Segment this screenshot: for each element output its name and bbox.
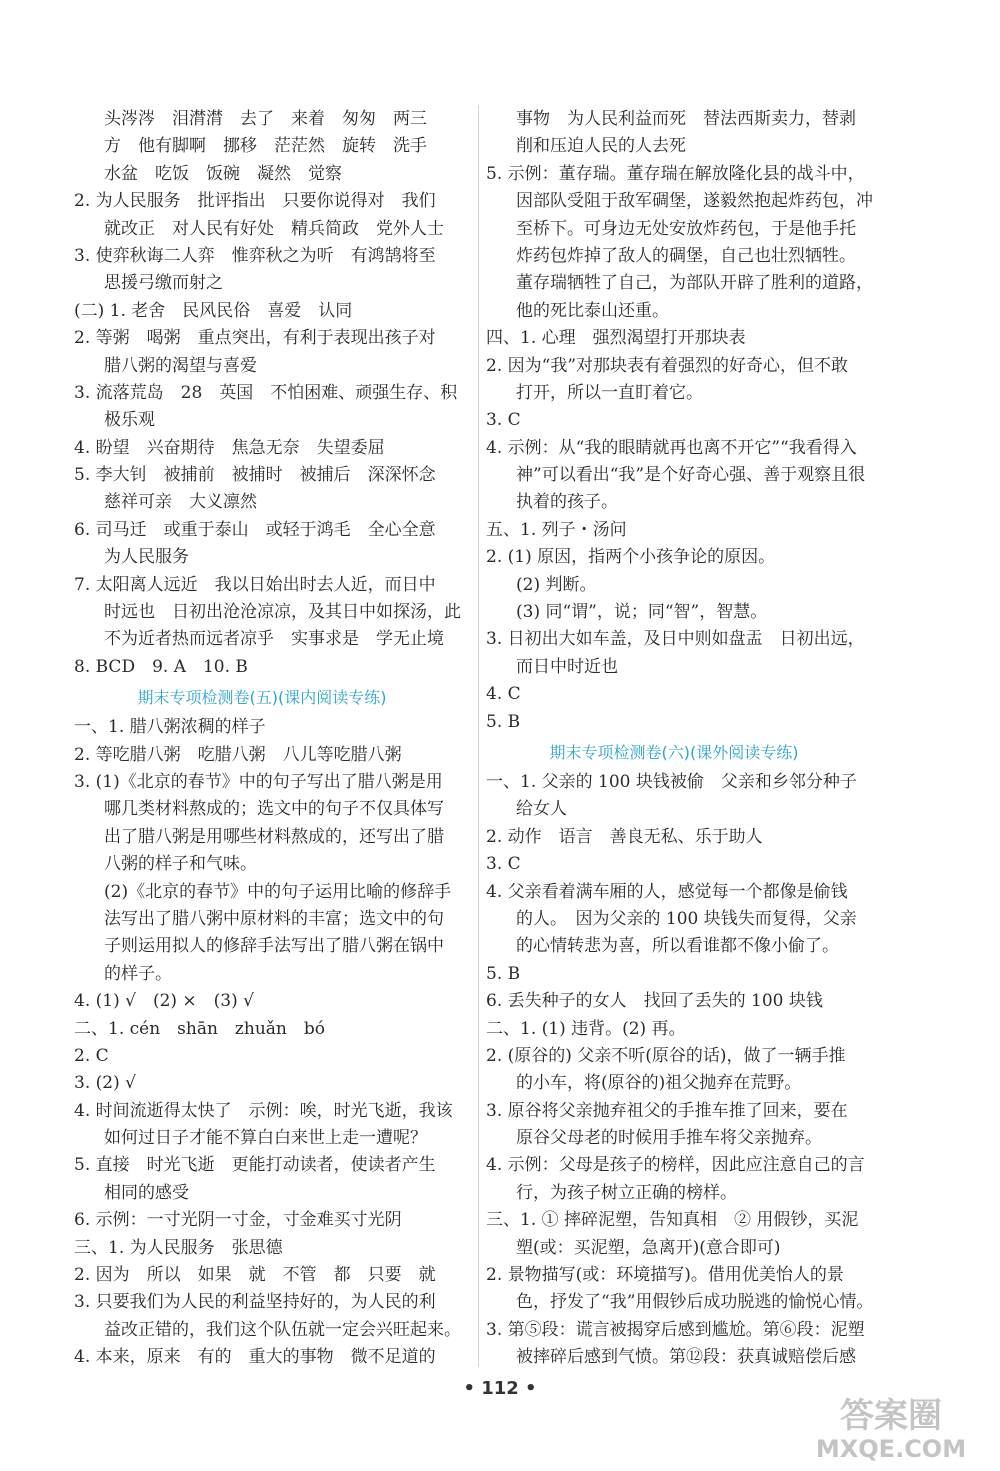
answer-line: 4. 盼望 兴奋期待 焦急无奈 失望委屈 bbox=[74, 437, 385, 458]
answer-line: 如何过日子才能不算白白来世上走一遭呢？ bbox=[104, 1128, 427, 1149]
answer-line: 不为近者热而远者凉乎 实事求是 学无止境 bbox=[104, 629, 444, 650]
section-heading: 期末专项检测卷(六)(课外阅读专练) bbox=[549, 742, 799, 762]
answer-line: 慈祥可亲 大义凛然 bbox=[104, 492, 257, 513]
answer-line: 的心情转悲为喜，所以看谁都不像小偷了。 bbox=[516, 936, 839, 957]
answer-line: 3. 只要我们为人民的利益坚持好的，为人民的利 bbox=[74, 1292, 436, 1313]
answer-line: 3. (1)《北京的春节》中的句子写出了腊八粥是用 bbox=[74, 771, 443, 792]
answer-line: 2. 因为 所以 如果 就 不管 都 只要 就 bbox=[74, 1265, 436, 1286]
answer-line: 腊八粥的渴望与喜爱 bbox=[104, 355, 257, 376]
answer-line: 他的死比泰山还重。 bbox=[516, 300, 669, 321]
answer-line: 4. 本来，原来 有的 重大的事物 微不足道的 bbox=[74, 1347, 436, 1368]
answer-line: 三、1. 为人民服务 张思德 bbox=[74, 1237, 283, 1258]
left-column bbox=[74, 106, 461, 1372]
answer-line: 塑(或：买泥塑，急离开)(意合即可) bbox=[516, 1237, 781, 1258]
right-column bbox=[486, 106, 874, 1372]
answer-line: 打开，所以一直盯着它。 bbox=[516, 382, 703, 403]
answer-line: 3. 日初出大如车盖，及日中则如盘盂 日初出远， bbox=[486, 629, 865, 650]
answer-line: 方 他有脚啊 挪移 茫茫然 旋转 洗手 bbox=[104, 136, 427, 157]
answer-line: 极乐观 bbox=[104, 410, 155, 431]
answer-line: 的人。 因为父亲的 100 块钱失而复得，父亲 bbox=[516, 908, 857, 929]
answer-line: 2. 为人民服务 批评指出 只要你说得对 我们 bbox=[74, 191, 436, 212]
answer-line: 二、1. (1) 违背。(2) 再。 bbox=[486, 1018, 686, 1039]
answer-line: 就改正 对人民有好处 精兵简政 党外人士 bbox=[104, 218, 444, 239]
answer-line: 2. 等粥 喝粥 重点突出，有利于表现出孩子对 bbox=[74, 328, 436, 349]
answer-line: 四、1. 心理 强烈渴望打开那块表 bbox=[486, 328, 746, 349]
answer-line: 而日中时近也 bbox=[516, 656, 618, 677]
column-divider bbox=[478, 105, 479, 1367]
answer-line: 水盆 吃饭 饭碗 凝然 觉察 bbox=[104, 163, 342, 184]
section-heading: 期末专项检测卷(五)(课内阅读专练) bbox=[137, 688, 387, 708]
answer-line: 八粥的样子和气味。 bbox=[104, 854, 257, 875]
answer-line: 神”可以看出“我”是个好奇心强、善于观察且很 bbox=[516, 465, 866, 486]
answer-line: 子则运用拟人的修辞手法写出了腊八粥在锅中 bbox=[104, 936, 444, 957]
answer-line: 思援弓缴而射之 bbox=[104, 273, 223, 294]
answer-line: 6. 司马迁 或重于泰山 或轻于鸿毛 全心全意 bbox=[74, 519, 436, 540]
answer-line: 3. C bbox=[486, 854, 521, 875]
page-number: • 112 • bbox=[463, 1378, 537, 1399]
answer-line: 5. B bbox=[486, 711, 521, 732]
answer-line: 2. C bbox=[74, 1045, 109, 1066]
answer-line: 一、1. 腊八粥浓稠的样子 bbox=[74, 717, 266, 738]
answer-line: 炸药包炸掉了敌人的碉堡，自己也壮烈牺牲。 bbox=[516, 245, 856, 266]
answer-line: 相同的感受 bbox=[104, 1182, 189, 1203]
answer-line: 2. 因为“我”对那块表有着强烈的好奇心，但不敢 bbox=[486, 355, 849, 376]
answer-line: 一、1. 父亲的 100 块钱被偷 父亲和乡邻分种子 bbox=[486, 771, 857, 792]
answer-line: 二、1. cén shān zhuǎn bó bbox=[74, 1018, 325, 1039]
watermark-logo bbox=[796, 1393, 986, 1463]
answer-line: 4. 示例：从“我的眼睛就再也离不开它”“我看得入 bbox=[486, 437, 857, 458]
answer-line: (3) 同“谓”，说；同“智”，智慧。 bbox=[516, 602, 768, 623]
answer-line: 2. 动作 语言 善良无私、乐于助人 bbox=[486, 826, 763, 847]
answer-line: 哪几类材料熬成的；选文中的句子不仅具体写 bbox=[104, 799, 444, 820]
answer-line: 被摔碎后感到气愤。第⑫段：获真诚赔偿后感 bbox=[516, 1347, 856, 1368]
answer-line: 五、1. 列子・汤问 bbox=[486, 519, 627, 540]
answer-line: 执着的孩子。 bbox=[516, 492, 618, 513]
answer-line: 3. C bbox=[486, 410, 521, 431]
answer-line: 原谷父母老的时候用手推车将父亲抛弃。 bbox=[516, 1128, 822, 1149]
answer-line: 2. (原谷的) 父亲不听(原谷的话)，做了一辆手推 bbox=[486, 1045, 846, 1066]
answer-line: 6. 丢失种子的女人 找回了丢失的 100 块钱 bbox=[486, 991, 823, 1012]
watermark-text-url: MXQE.COM bbox=[815, 1435, 967, 1463]
answer-line: 给女人 bbox=[516, 799, 567, 820]
answer-line: 3. (2) √ bbox=[74, 1073, 136, 1094]
answer-line: 行，为孩子树立正确的榜样。 bbox=[516, 1182, 737, 1203]
answer-line: 因部队受阻于敌军碉堡，遂毅然抱起炸药包，冲 bbox=[516, 191, 873, 212]
answer-line: 2. (1) 原因，指两个小孩争论的原因。 bbox=[486, 547, 776, 568]
answer-line: 益改正错的，我们这个队伍就一定会兴旺起来。 bbox=[104, 1319, 461, 1340]
answer-line: 事物 为人民利益而死 替法西斯卖力，替剥 bbox=[516, 109, 856, 129]
answer-line: 6. 示例：一寸光阴一寸金，寸金难买寸光阴 bbox=[74, 1210, 402, 1231]
answer-line: (二) 1. 老舍 民风民俗 喜爱 认同 bbox=[74, 300, 353, 321]
answer-line: 5. B bbox=[486, 963, 521, 984]
answer-line: 5. 示例：董存瑞。董存瑞在解放隆化县的战斗中， bbox=[486, 163, 865, 184]
answer-line: 4. (1) √ (2) × (3) √ bbox=[74, 991, 254, 1012]
watermark-text-main: 答案圈 bbox=[840, 1396, 942, 1436]
answer-line: 至桥下。可身边无处安放炸药包，于是他手托 bbox=[516, 218, 856, 239]
answer-line: 3. 原谷将父亲抛弃祖父的手推车推了回来，要在 bbox=[486, 1100, 848, 1121]
answer-line: 3. 使弈秋诲二人弈 惟弈秋之为听 有鸿鹄将至 bbox=[74, 245, 436, 266]
answer-line: 董存瑞牺牲了自己，为部队开辟了胜利的道路， bbox=[516, 273, 873, 294]
answer-line: 2. 景物描写(或：环境描写)。借用优美怡人的景 bbox=[486, 1265, 844, 1286]
answer-line: 7. 太阳离人远近 我以日始出时去人近，而日中 bbox=[74, 574, 436, 595]
answer-line: 色，抒发了“我”用假钞后成功脱逃的愉悦心情。 bbox=[516, 1292, 874, 1313]
answer-line: 5. 直接 时光飞逝 更能打动读者，使读者产生 bbox=[74, 1155, 436, 1176]
answer-line: (2) 判断。 bbox=[516, 574, 597, 595]
answer-line: 5. 李大钊 被捕前 被捕时 被捕后 深深怀念 bbox=[74, 465, 436, 486]
answer-line: (2)《北京的春节》中的句子运用比喻的修辞手 bbox=[104, 881, 452, 902]
answer-line: 为人民服务 bbox=[104, 547, 189, 568]
answer-line: 4. C bbox=[486, 684, 521, 705]
answer-line: 4. 父亲看着满车厢的人，感觉每一个都像是偷钱 bbox=[486, 881, 848, 902]
answer-line: 4. 时间流逝得太快了 示例：唉，时光飞逝，我该 bbox=[74, 1100, 453, 1121]
answer-line: 3. 第⑤段：谎言被揭穿后感到尴尬。第⑥段：泥塑 bbox=[486, 1319, 865, 1340]
answer-line: 2. 等吃腊八粥 吃腊八粥 八儿等吃腊八粥 bbox=[74, 744, 402, 765]
answer-line: 出了腊八粥是用哪些材料熬成的，还写出了腊 bbox=[104, 826, 444, 847]
answer-line: 8. BCD 9. A 10. B bbox=[74, 656, 248, 677]
answer-line: 削和压迫人民的人去死 bbox=[516, 136, 686, 157]
answer-line: 时远也 日初出沧沧凉凉，及其日中如探汤，此 bbox=[104, 602, 461, 623]
answer-line: 三、1. ① 摔碎泥塑，告知真相 ② 用假钞，买泥 bbox=[486, 1210, 859, 1231]
answer-line: 4. 示例：父母是孩子的榜样，因此应注意自己的言 bbox=[486, 1155, 865, 1176]
answer-line: 法写出了腊八粥中原材料的丰富；选文中的句 bbox=[104, 908, 444, 929]
answer-line: 头涔涔 泪潸潸 去了 来着 匆匆 两三 bbox=[104, 109, 427, 129]
answer-line: 的小车，将(原谷的)祖父抛弃在荒野。 bbox=[516, 1073, 802, 1094]
answer-line: 3. 流落荒岛 28 英国 不怕困难、顽强生存、积 bbox=[74, 382, 458, 403]
answer-line: 的样子。 bbox=[104, 963, 172, 984]
